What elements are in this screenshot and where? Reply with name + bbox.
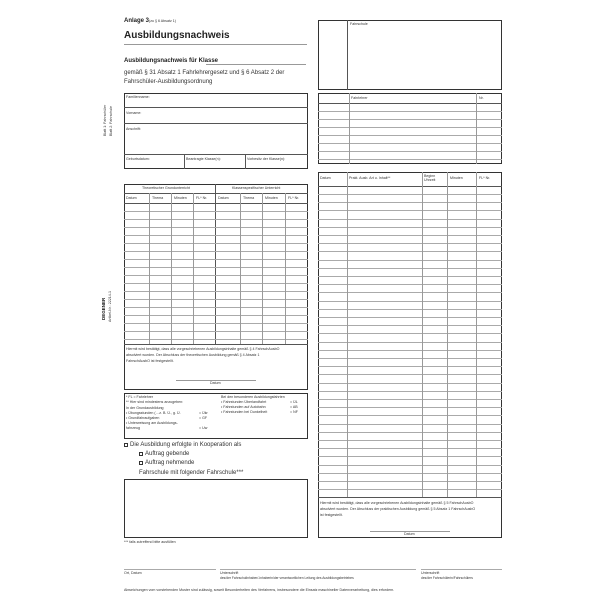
- theory-col-minuten-2: Minuten: [265, 196, 278, 200]
- grid-line: [124, 203, 308, 204]
- theory-confirm-line-3: FahrschAusbO ist festgestellt.: [126, 359, 174, 363]
- grid-line: [318, 497, 502, 498]
- grid-line: [318, 309, 502, 310]
- practical-confirm-line-1: Hiermit wird bestätigt, dass alle vorgeschriebenen Ausbildungsinhalte gemäß § 5 FahrschAusbO: [320, 501, 474, 505]
- grid-line: [318, 489, 502, 490]
- grid-line: [422, 172, 423, 497]
- brand-label: DEGENER: [101, 297, 106, 320]
- divider: [215, 184, 216, 344]
- cooperation-checkbox[interactable]: [124, 443, 128, 447]
- theory-date-label: Datum: [210, 381, 221, 385]
- legend-uebung: • Übungsstunden (…z. B. Ü., g. Ü.: [126, 411, 181, 415]
- grid-line: [262, 193, 263, 344]
- cooperation-school-box[interactable]: [124, 479, 308, 538]
- legend-grundfahr: • Grundfahraufgaben: [126, 416, 160, 420]
- grid-line: [476, 93, 477, 164]
- fahrlehrer-label: Fahrlehrer: [351, 96, 368, 100]
- grid-line: [318, 342, 502, 343]
- grid-line: [318, 399, 502, 400]
- legal-line-2: Fahrschüler-Ausbildungsordnung: [124, 79, 213, 85]
- practical-col-datum: Datum: [320, 176, 331, 180]
- grid-line: [318, 301, 502, 302]
- fahrlehrer-nr-label: Nr.: [479, 96, 484, 100]
- signature-desc-1: des/der Fahrschulinhaber/-inhaberin/der verantwortlichen Leitung des Ausbildungsbetriebes: [220, 576, 354, 580]
- grid-line: [318, 151, 502, 152]
- legend-unterweisung-code: = Uw: [199, 426, 208, 430]
- grid-line: [285, 193, 286, 344]
- grid-line: [124, 291, 308, 292]
- grid-line: [124, 323, 308, 324]
- divider: [245, 154, 246, 169]
- grid-line: [318, 119, 502, 120]
- legend-fl: * FL = Fahrlehrer: [126, 395, 154, 399]
- signature-label-2: Unterschrift: [421, 571, 440, 575]
- legal-line-1: gemäß § 31 Absatz 1 Fahrlehrergesetz und § 6 Absatz 2 der: [124, 70, 285, 76]
- familienname-label: Familienname:: [126, 95, 150, 99]
- grid-line: [318, 473, 502, 474]
- class-input-line[interactable]: [206, 64, 306, 65]
- signature-desc-2: des/der Fahrschülerin/Fahrschülers: [421, 576, 473, 580]
- klassen-label: Beantragte Klasse(n):: [186, 157, 221, 161]
- grid-line: [318, 135, 502, 136]
- cooperation-option-1-checkbox[interactable]: [139, 452, 143, 456]
- grid-line: [124, 331, 308, 332]
- divider: [124, 193, 308, 194]
- grid-line: [318, 251, 502, 252]
- vorbesitz-label: Vorbesitz der Klasse(n):: [247, 157, 286, 161]
- practical-confirm-line-3: ist festgestellt.: [320, 513, 343, 517]
- title-underline: [124, 44, 307, 45]
- cooperation-line-1: Die Ausbildung erfolgte in Kooperation als: [130, 442, 242, 448]
- grid-line: [124, 267, 308, 268]
- grid-line: [124, 315, 308, 316]
- grid-line: [318, 243, 502, 244]
- grid-line: [124, 219, 308, 220]
- legend-unterweisung: • Unterweisung am Ausbildungs-: [126, 421, 178, 425]
- practical-col-art: Prakt. Ausb. Art u. Inhalt**: [349, 176, 391, 180]
- grid-line: [124, 251, 308, 252]
- cooperation-option-1: Auftrag gebende: [145, 451, 190, 457]
- theory-header-left: Theoretischer Grundunterricht: [142, 186, 190, 190]
- grid-line: [476, 172, 477, 497]
- signature-line-1[interactable]: [220, 569, 416, 570]
- grid-line: [318, 465, 502, 466]
- practical-date-label: Datum: [404, 532, 415, 536]
- class-label: Ausbildungsnachweis für Klasse: [124, 58, 219, 64]
- legend-min-note: ** Hier sind mindestens anzugeben:: [126, 400, 184, 404]
- grid-line: [318, 292, 502, 293]
- signature-line-2[interactable]: [421, 569, 502, 570]
- grid-line: [124, 227, 308, 228]
- grid-line: [124, 259, 308, 260]
- grid-line: [318, 432, 502, 433]
- grid-line: [318, 366, 502, 367]
- grid-line: [318, 333, 502, 334]
- grid-line: [318, 103, 502, 104]
- fahrschule-label: Fahrschule: [350, 22, 368, 26]
- practical-col-beginn: Beginn Uhrzeit: [424, 174, 436, 183]
- practical-col-fl: FL* Nr.: [479, 176, 491, 180]
- ort-datum-label: Ort, Datum: [124, 571, 142, 575]
- grid-line: [318, 276, 502, 277]
- theory-col-fl-2: FL* Nr.: [288, 196, 300, 200]
- fahrschule-box[interactable]: [318, 20, 502, 90]
- grid-line: [171, 193, 172, 344]
- grid-line: [318, 407, 502, 408]
- grid-line: [124, 235, 308, 236]
- grid-line: [447, 172, 448, 497]
- signature-label-1: Unterschrift: [220, 571, 239, 575]
- legend-ueberland: • Fahrstunden Überlandfahrt: [221, 400, 267, 404]
- grid-line: [124, 307, 308, 308]
- grid-line: [318, 415, 502, 416]
- grid-line: [318, 202, 502, 203]
- cooperation-option-2: Auftrag nehmende: [145, 460, 195, 466]
- practical-confirm-line-2: absolviert wurden. Der Abschluss der praktischen Ausbildung gemäß § 5 Absatz 1 FahrschAusbO: [320, 507, 476, 511]
- vorname-label: Vorname:: [126, 111, 142, 115]
- grid-line: [240, 193, 241, 344]
- grid-line: [149, 193, 150, 344]
- grid-line: [349, 93, 350, 164]
- theory-col-thema: Thema: [152, 196, 164, 200]
- ort-datum-line[interactable]: [124, 569, 216, 570]
- grid-line: [318, 127, 502, 128]
- grid-line: [318, 111, 502, 112]
- theory-col-fl: FL* Nr.: [196, 196, 208, 200]
- grid-line: [318, 194, 502, 195]
- disclaimer: Abweichungen vom vorstehenden Muster sind zulässig, soweit Besonderheiten des Verfahrens, insbesondere die Einsatz maschineller Datenverarbeitung, dies erfordern.: [124, 588, 395, 592]
- grid-line: [124, 339, 308, 340]
- legend-ueberland-code: = ÜL: [290, 400, 298, 404]
- divider: [124, 154, 308, 155]
- grid-line: [318, 350, 502, 351]
- theory-confirm-line-2: absolviert wurden. Der Abschluss der theoretischen Ausbildung gemäß § 4 Absatz 1: [126, 353, 260, 357]
- cooperation-line-2: Fahrschule mit folgender Fahrschule***: [139, 470, 244, 476]
- grid-line: [193, 193, 194, 344]
- anlage-label: Anlage 3: [124, 18, 150, 24]
- divider: [124, 123, 308, 124]
- theory-col-thema-2: Thema: [243, 196, 255, 200]
- practical-col-minuten: Minuten: [450, 176, 463, 180]
- cooperation-footnote: *** falls zutreffend bitte ausfüllen: [124, 540, 176, 544]
- anlage-reference: (zu § 6 Absatz 1): [149, 18, 176, 23]
- grid-line: [318, 219, 502, 220]
- grid-line: [124, 211, 308, 212]
- legend-dunkel-code: = NF: [290, 410, 298, 414]
- cooperation-option-2-checkbox[interactable]: [139, 461, 143, 465]
- grid-line: [124, 275, 308, 276]
- page-title: Ausbildungsnachweis: [124, 30, 230, 41]
- grid-line: [318, 317, 502, 318]
- legend-autobahn-code: = AB: [290, 405, 298, 409]
- grid-line: [318, 325, 502, 326]
- grid-line: [318, 391, 502, 392]
- divider: [124, 107, 308, 108]
- grid-line: [318, 383, 502, 384]
- grid-line: [318, 448, 502, 449]
- grid-line: [318, 456, 502, 457]
- grid-line: [124, 283, 308, 284]
- grid-line: [318, 235, 502, 236]
- theory-col-datum-2: Datum: [218, 196, 229, 200]
- grid-line: [318, 374, 502, 375]
- legend-grundfahr-code: = GF: [199, 416, 208, 420]
- grid-line: [124, 344, 308, 345]
- grid-line: [318, 227, 502, 228]
- divider: [184, 154, 185, 169]
- grid-line: [318, 210, 502, 211]
- geburtsdatum-label: Geburtsdatum:: [126, 157, 150, 161]
- legend-dunkel: • Fahrstunden bei Dunkelheit: [221, 410, 268, 414]
- legend-grund: In der Grundausbildung: [126, 406, 164, 410]
- grid-line: [318, 186, 502, 187]
- legend-uebung-code: = Ükr: [199, 411, 208, 415]
- sheet-label-1: Blatt 1: Fahrschüler: [103, 104, 107, 136]
- grid-line: [318, 424, 502, 425]
- grid-line: [318, 284, 502, 285]
- theory-col-datum: Datum: [126, 196, 137, 200]
- legend-besondere: Bei den besonderen Ausbildungsfahrten: [221, 395, 285, 399]
- grid-line: [124, 243, 308, 244]
- grid-line: [124, 299, 308, 300]
- grid-line: [347, 172, 348, 497]
- grid-line: [318, 268, 502, 269]
- grid-line: [318, 358, 502, 359]
- legend-unterweisung-2: fahrzeug: [126, 426, 140, 430]
- grid-line: [318, 481, 502, 482]
- grid-line: [318, 440, 502, 441]
- legend-autobahn: • Fahrstunden auf Autobahn: [221, 405, 266, 409]
- theory-confirm-line-1: Hiermit wird bestätigt, dass alle vorgeschriebenen Ausbildungsinhalte gemäß § 4 FahrschAusbO: [126, 347, 280, 351]
- anschrift-label: Anschrift:: [126, 127, 141, 131]
- divider: [347, 20, 348, 90]
- theory-col-minuten: Minuten: [174, 196, 187, 200]
- grid-line: [318, 260, 502, 261]
- sheet-label-2: Blatt 2: Fahrschule: [109, 106, 113, 136]
- article-number: Artikel-Nr.: 22214-1: [108, 291, 112, 322]
- grid-line: [318, 159, 502, 160]
- theory-header-right: Klassenspezifischer Unterricht: [232, 186, 281, 190]
- grid-line: [318, 143, 502, 144]
